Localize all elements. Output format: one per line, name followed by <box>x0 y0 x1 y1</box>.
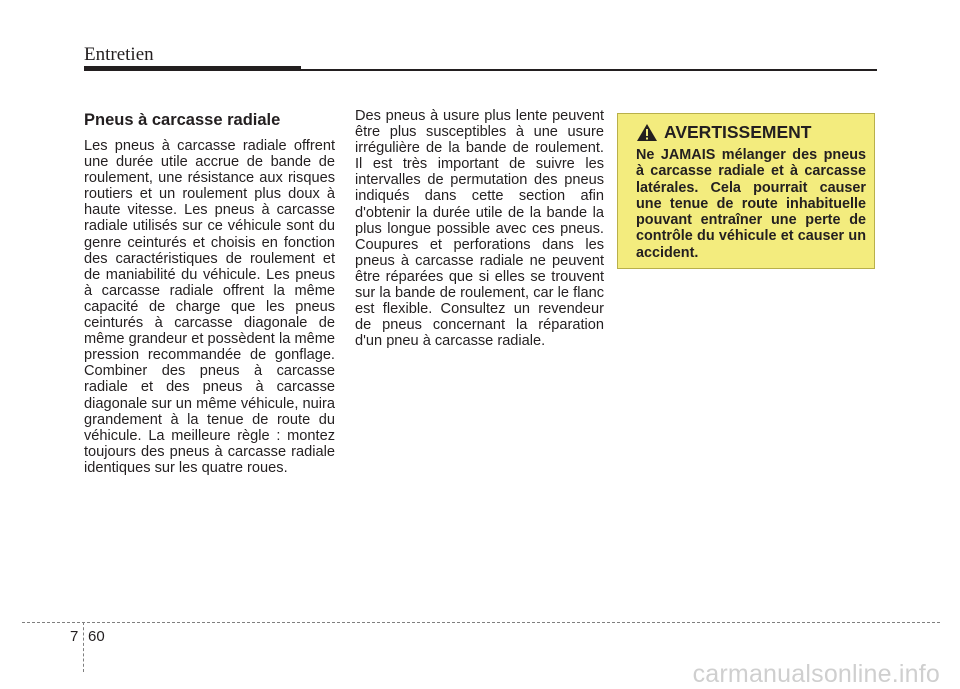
column1-paragraph: Les pneus à carcasse radiale offrent une durée utile accrue de bande de roulement, une résistance aux risques routiers et un roulement plus doux à haute vitesse. Les pneus à carcasse radiale utilisés sur ce véhicule sont du genre ceinturés et choisis en fonction des caractéristiques de roulement et de maniabilité du véhicule. Les pneus à carcasse radiale offrent la même capacité de charge que les pneus ceinturés à carcasse diagonale de même grandeur et possèdent la même pression recommandée de gonflage. Combiner des pneus à carcasse radiale et des pneus à carcasse diagonale sur un même véhicule, nuira grandement à la tenue de route du véhicule. La meilleure règle : montez toujours des pneus à carcasse radiale identiques sur les quatre roues. <box>84 138 335 476</box>
warning-triangle-icon <box>636 123 658 142</box>
warning-header <box>636 122 866 143</box>
warning-box <box>617 113 875 269</box>
column2-paragraph: Des pneus à usure plus lente peuvent être plus susceptibles à une usure irrégulière de la bande de roulement. Il est très important de suivre les intervalles de permutation des pneus indiqués dans cette section afin d'obtenir la durée utile de la bande la plus longue possible avec ces pneus. Coupures et perforations dans les pneus à carcasse radiale ne peuvent être réparées que si elles se trouvent sur la bande de roulement, car le flanc est flexible. Consultez un revendeur de pneus concernant la réparation d'un pneu à carcasse radiale. <box>355 108 604 350</box>
watermark: carmanualsonline.info <box>692 660 940 688</box>
text-column-2 <box>355 108 604 349</box>
footer-dashed-line <box>22 622 940 623</box>
warning-title: AVERTISSEMENT <box>664 122 812 142</box>
footer-vertical-dashed-line <box>83 622 84 672</box>
page-number: 60 <box>88 628 105 645</box>
chapter-number: 7 <box>70 628 79 645</box>
section-heading: Pneus à carcasse radiale <box>84 111 281 129</box>
page-header-title: Entretien <box>84 44 154 65</box>
header-rule-thin <box>301 69 877 71</box>
warning-text: Ne JAMAIS mélanger des pneus à carcasse radiale et à carcasse latérales. Cela pourrait causer une tenue de route inhabituelle pouvant entraîner une perte de contrôle du véhicule et causer un accident. <box>636 147 866 261</box>
text-column-1 <box>84 110 335 476</box>
header-rule-thick <box>84 66 301 71</box>
